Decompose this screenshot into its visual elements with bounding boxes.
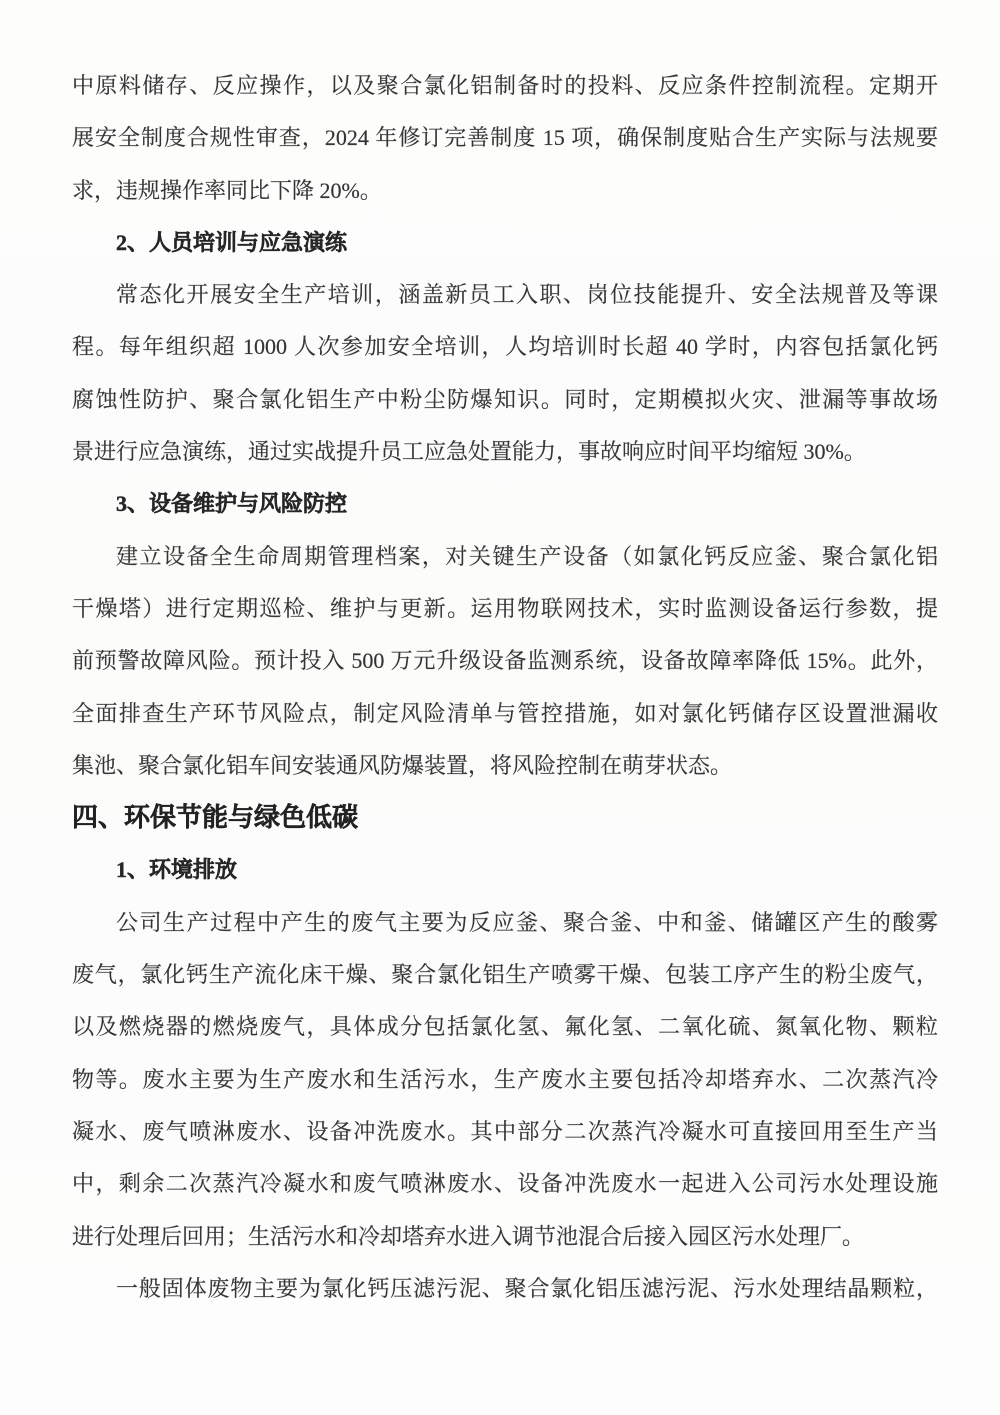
paragraph-line: 求，违规操作率同比下降 20%。 xyxy=(72,177,382,203)
paragraph-line: 集池、聚合氯化铝车间安装通风防爆装置，将风险控制在萌芽状态。 xyxy=(72,752,733,778)
chapter-heading: 四、环保节能与绿色低碳 xyxy=(72,803,359,833)
paragraph-line: 中原料储存、反应操作，以及聚合氯化铝制备时的投料、反应条件控制流程。定期开 xyxy=(72,73,938,98)
section-heading: 2、人员培训与应急演练 xyxy=(116,229,348,255)
document-body xyxy=(72,60,938,1315)
paragraph-line: 展安全制度合规性审查，2024 年修订完善制度 15 项，确保制度贴合生产实际与法规要 xyxy=(72,125,938,151)
paragraph-line: 废气，氯化钙生产流化床干燥、聚合氯化铝生产喷雾干燥、包装工序产生的粉尘废气， xyxy=(72,962,938,988)
paragraph-line: 腐蚀性防护、聚合氯化铝生产中粉尘防爆知识。同时，定期模拟火灾、泄漏等事故场 xyxy=(72,386,938,412)
paragraph-line: 景进行应急演练，通过实战提升员工应急处置能力，事故响应时间平均缩短 30%。 xyxy=(72,439,866,465)
paragraph-line: 物等。废水主要为生产废水和生活污水，生产废水主要包括冷却塔弃水、二次蒸汽冷 xyxy=(72,1066,938,1092)
section-heading: 3、设备维护与风险防控 xyxy=(116,491,348,517)
paragraph-line: 以及燃烧器的燃烧废气，具体成分包括氯化氢、氟化氢、二氧化硫、氮氧化物、颗粒 xyxy=(72,1014,938,1040)
paragraph-line: 程。每年组织超 1000 人次参加安全培训，人均培训时长超 40 学时，内容包括氯化钙 xyxy=(72,334,938,360)
section-heading: 1、环境排放 xyxy=(116,857,238,883)
paragraph-line: 全面排查生产环节风险点，制定风险清单与管控措施，如对氯化钙储存区设置泄漏收 xyxy=(72,700,938,726)
paragraph-line: 常态化开展安全生产培训，涵盖新员工入职、岗位技能提升、安全法规普及等课 xyxy=(116,282,938,308)
paragraph-line: 凝水、废气喷淋废水、设备冲洗废水。其中部分二次蒸汽冷凝水可直接回用至生产当 xyxy=(72,1118,938,1144)
paragraph-line: 一般固体废物主要为氯化钙压滤污泥、聚合氯化铝压滤污泥、污水处理结晶颗粒， xyxy=(116,1275,938,1301)
paragraph-line: 建立设备全生命周期管理档案，对关键生产设备（如氯化钙反应釜、聚合氯化铝 xyxy=(116,543,938,569)
paragraph-line: 进行处理后回用；生活污水和冷却塔弃水进入调节池混合后接入园区污水处理厂。 xyxy=(72,1223,865,1249)
paragraph-line: 公司生产过程中产生的废气主要为反应釜、聚合釜、中和釜、储罐区产生的酸雾 xyxy=(116,909,938,935)
paragraph-line: 前预警故障风险。预计投入 500 万元升级设备监测系统，设备故障率降低 15%。此外， xyxy=(72,648,938,674)
paragraph-line: 干燥塔）进行定期巡检、维护与更新。运用物联网技术，实时监测设备运行参数，提 xyxy=(72,595,938,621)
paragraph-line: 中，剩余二次蒸汽冷凝水和废气喷淋废水、设备冲洗废水一起进入公司污水处理设施 xyxy=(72,1171,938,1197)
